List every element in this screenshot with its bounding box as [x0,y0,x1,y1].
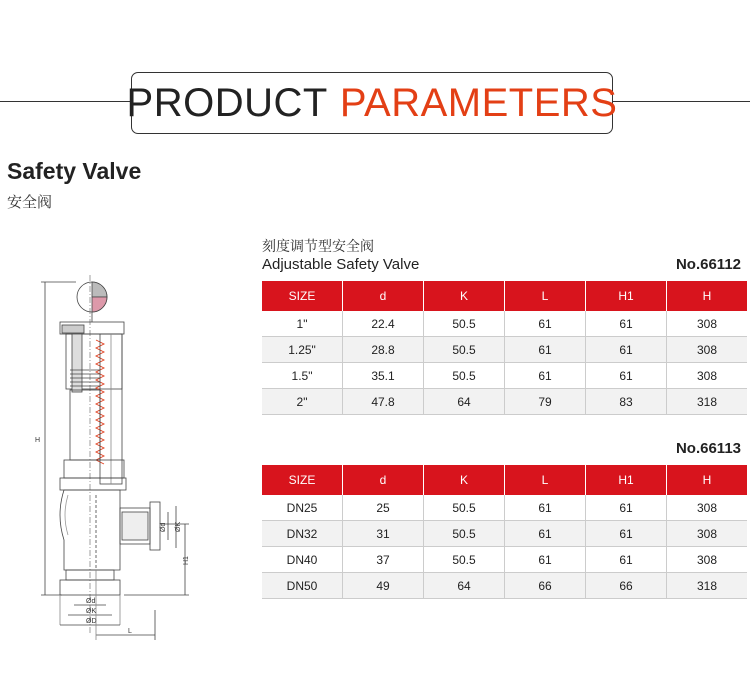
cell-size: 2" [262,389,343,415]
cell-h1: 61 [586,363,667,389]
cell-size: 1.25" [262,337,343,363]
cell-size: 1" [262,311,343,337]
cell-size: DN25 [262,495,343,521]
dim-label-h1: H1 [183,556,190,565]
cell-d: 37 [343,547,424,573]
cell-h: 308 [667,521,748,547]
col-header-size: SIZE [262,281,343,311]
cell-l: 61 [505,363,586,389]
cell-h: 308 [667,547,748,573]
col-header-k: K [424,465,505,495]
product-name-cn: 安全阀 [7,194,53,211]
cell-h1: 61 [586,311,667,337]
cell-h: 308 [667,363,748,389]
cell-l: 61 [505,337,586,363]
model-number-66113: No.66113 [675,440,741,457]
cell-d: 31 [343,521,424,547]
col-header-l: L [505,281,586,311]
header-rule-left [0,101,131,102]
section-title-en: Adjustable Safety Valve [262,256,420,273]
col-header-h: H [667,281,748,311]
cell-k: 50.5 [424,311,505,337]
table-header-row [262,281,747,311]
cell-h1: 61 [586,521,667,547]
cell-k: 50.5 [424,363,505,389]
cell-d: 35.1 [343,363,424,389]
col-header-h1: H1 [586,465,667,495]
page-title-word-product: PRODUCT [126,80,328,125]
table-row [262,311,747,337]
cell-k: 50.5 [424,521,505,547]
cell-h: 308 [667,337,748,363]
col-header-k: K [424,281,505,311]
cell-h: 308 [667,495,748,521]
cell-h1: 83 [586,389,667,415]
cell-l: 61 [505,495,586,521]
cell-d: 49 [343,573,424,599]
col-header-h1: H1 [586,281,667,311]
cell-size: DN50 [262,573,343,599]
cell-size: 1.5" [262,363,343,389]
table-row [262,547,747,573]
dim-label-h: H [35,437,41,444]
cell-h1: 61 [586,337,667,363]
dim-label-k-side: ØK [175,521,182,532]
section-title-cn: 刻度调节型安全阀 [262,238,374,254]
cell-k: 50.5 [424,547,505,573]
cell-size: DN32 [262,521,343,547]
cell-h: 318 [667,573,748,599]
table-row [262,521,747,547]
dim-label-k-bottom: ØK [86,608,97,615]
table-row [262,337,747,363]
table-row [262,573,747,599]
dim-label-d-bottom: Ød [86,598,96,605]
cell-d: 22.4 [343,311,424,337]
table-row [262,389,747,415]
cell-k: 64 [424,389,505,415]
cell-h: 308 [667,311,748,337]
cell-l: 61 [505,311,586,337]
cell-k: 50.5 [424,337,505,363]
dim-label-d-side: Ød [160,522,167,532]
cell-h1: 61 [586,547,667,573]
cell-k: 64 [424,573,505,599]
cell-h1: 66 [586,573,667,599]
col-header-l: L [505,465,586,495]
cell-d: 25 [343,495,424,521]
cell-d: 47.8 [343,389,424,415]
dim-label-l: L [128,628,132,635]
cell-h: 318 [667,389,748,415]
cell-size: DN40 [262,547,343,573]
cell-d: 28.8 [343,337,424,363]
table-header-row [262,465,747,495]
col-header-h: H [667,465,748,495]
page-title-word-parameters: PARAMETERS [339,80,618,125]
col-header-d: d [343,281,424,311]
spec-table-66113 [262,465,747,599]
valve-technical-drawing [0,270,220,670]
col-header-size: SIZE [262,465,343,495]
cell-l: 61 [505,547,586,573]
col-header-d: d [343,465,424,495]
page-title [126,72,618,134]
spec-table-66112 [262,281,747,415]
model-number-66112: No.66112 [675,256,741,273]
table-row [262,495,747,521]
cell-k: 50.5 [424,495,505,521]
table-row [262,363,747,389]
product-name: Safety Valve [7,158,142,184]
header-rule-right [612,101,750,102]
cell-h1: 61 [586,495,667,521]
dim-label-d-outer: ØD [86,618,97,625]
cell-l: 61 [505,521,586,547]
cell-l: 79 [505,389,586,415]
cell-l: 66 [505,573,586,599]
